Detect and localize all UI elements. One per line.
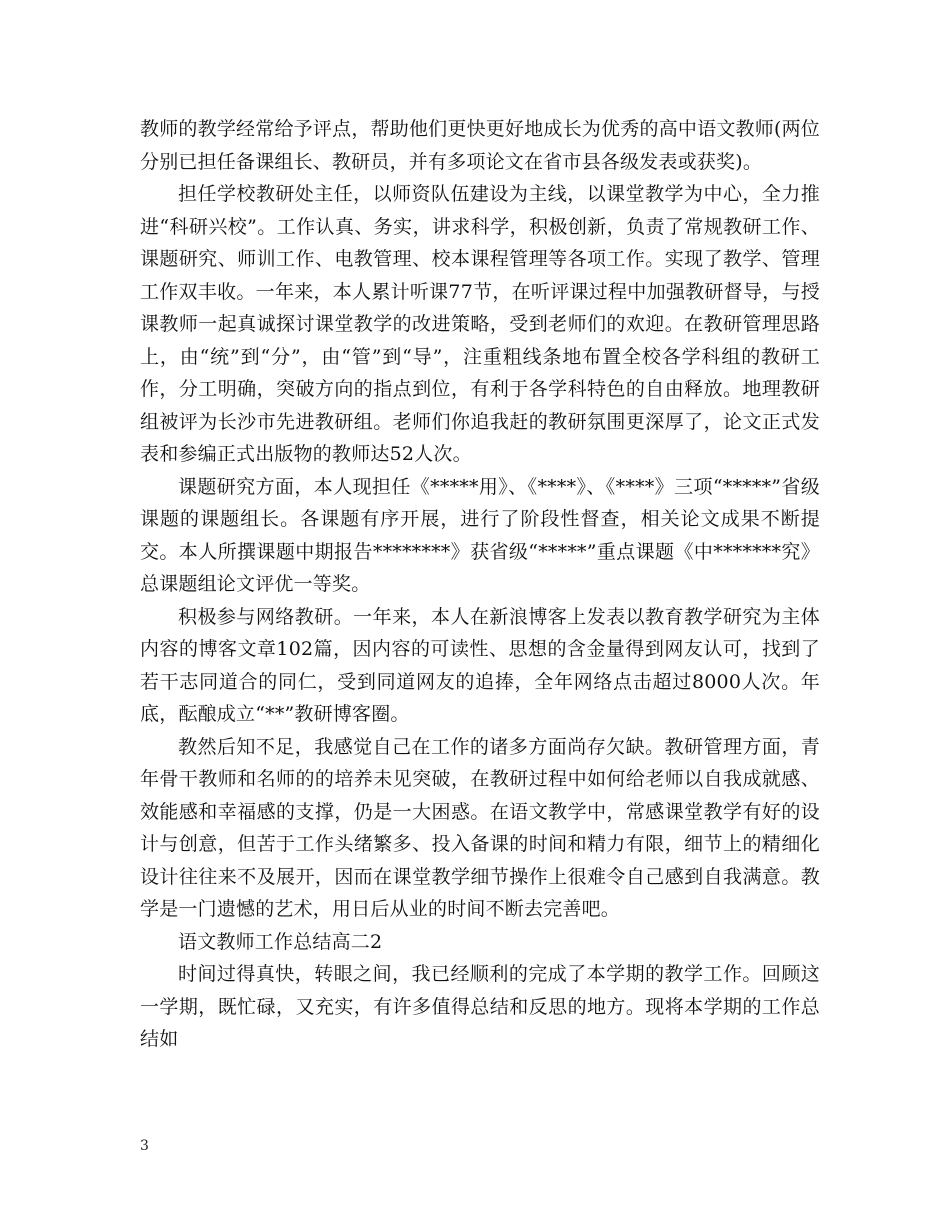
paragraph-continuation: 教师的教学经常给予评点，帮助他们更快更好地成长为优秀的高中语文教师(两位分别已担任备课组长、教研员，并有多项论文在省市县各级发表或获奖)。 (140, 118, 820, 173)
paragraph-shortcomings: 教然后知不足，我感觉自己在工作的诸多方面尚存欠缺。教研管理方面，青年骨干教师和名师的的培养未见突破，在教研过程中如何给老师以自我成就感、效能感和幸福感的支撑，仍是一大困惑。在语文教学中，常感课堂教学有好的设计与创意，但苦于工作头绪繁多、投入备课的时间和精力有限，细节上的精细化设计往往来不及展开，因而在课堂教学细节操作上很难令自己感到自我满意。教学是一门遗憾的艺术，用日后从业的时间不断去完善吧。 (140, 735, 820, 920)
document-body (140, 113, 820, 1056)
paragraph-research-projects: 课题研究方面，本人现担任《*****用》、《****》、《****》三项“*****”省级课题的课题组长。各课题有序开展，进行了阶段性督查，相关论文成果不断提交。本人所撰课题中期报告********》获省级“*****”重点课题《中*******究》总课题组论文评优一等奖。 (140, 475, 820, 595)
paragraph-research-office: 担任学校教研处主任，以师资队伍建设为主线，以课堂教学为中心，全力推进“科研兴校”。工作认真、务实，讲求科学，积极创新，负责了常规教研工作、课题研究、师训工作、电教管理、校本课程管理等各项工作。实现了教学、管理工作双丰收。一年来，本人累计听课77节，在听评课过程中加强教研督导，与授课教师一起真诚探讨课堂教学的改进策略，受到老师们的欢迎。在教研管理思路上，由“统”到“分”，由“管”到“导”，注重粗线条地布置全校各学科组的教研工作，分工明确，突破方向的指点到位，有利于各学科特色的自由释放。地理教研组被评为长沙市先进教研组。老师们你追我赶的教研氛围更深厚了，论文正式发表和参编正式出版物的教师达52人次。 (140, 183, 820, 465)
paragraph-semester-review: 时间过得真快，转眼之间，我已经顺利的完成了本学期的教学工作。回顾这一学期，既忙碌，又充实，有许多值得总结和反思的地方。现将本学期的工作总结如 (140, 963, 820, 1050)
paragraph-online-research: 积极参与网络教研。一年来，本人在新浪博客上发表以教育教学研究为主体内容的博客文章102篇，因内容的可读性、思想的含金量得到网友认可，找到了若干志同道合的同仁，受到同道网友的追捧，全年网络点击超过8000人次。年底，酝酿成立“**”教研博客圈。 (140, 605, 820, 725)
page-number: 3 (140, 1138, 149, 1154)
section-heading: 语文教师工作总结高二2 (178, 930, 383, 953)
